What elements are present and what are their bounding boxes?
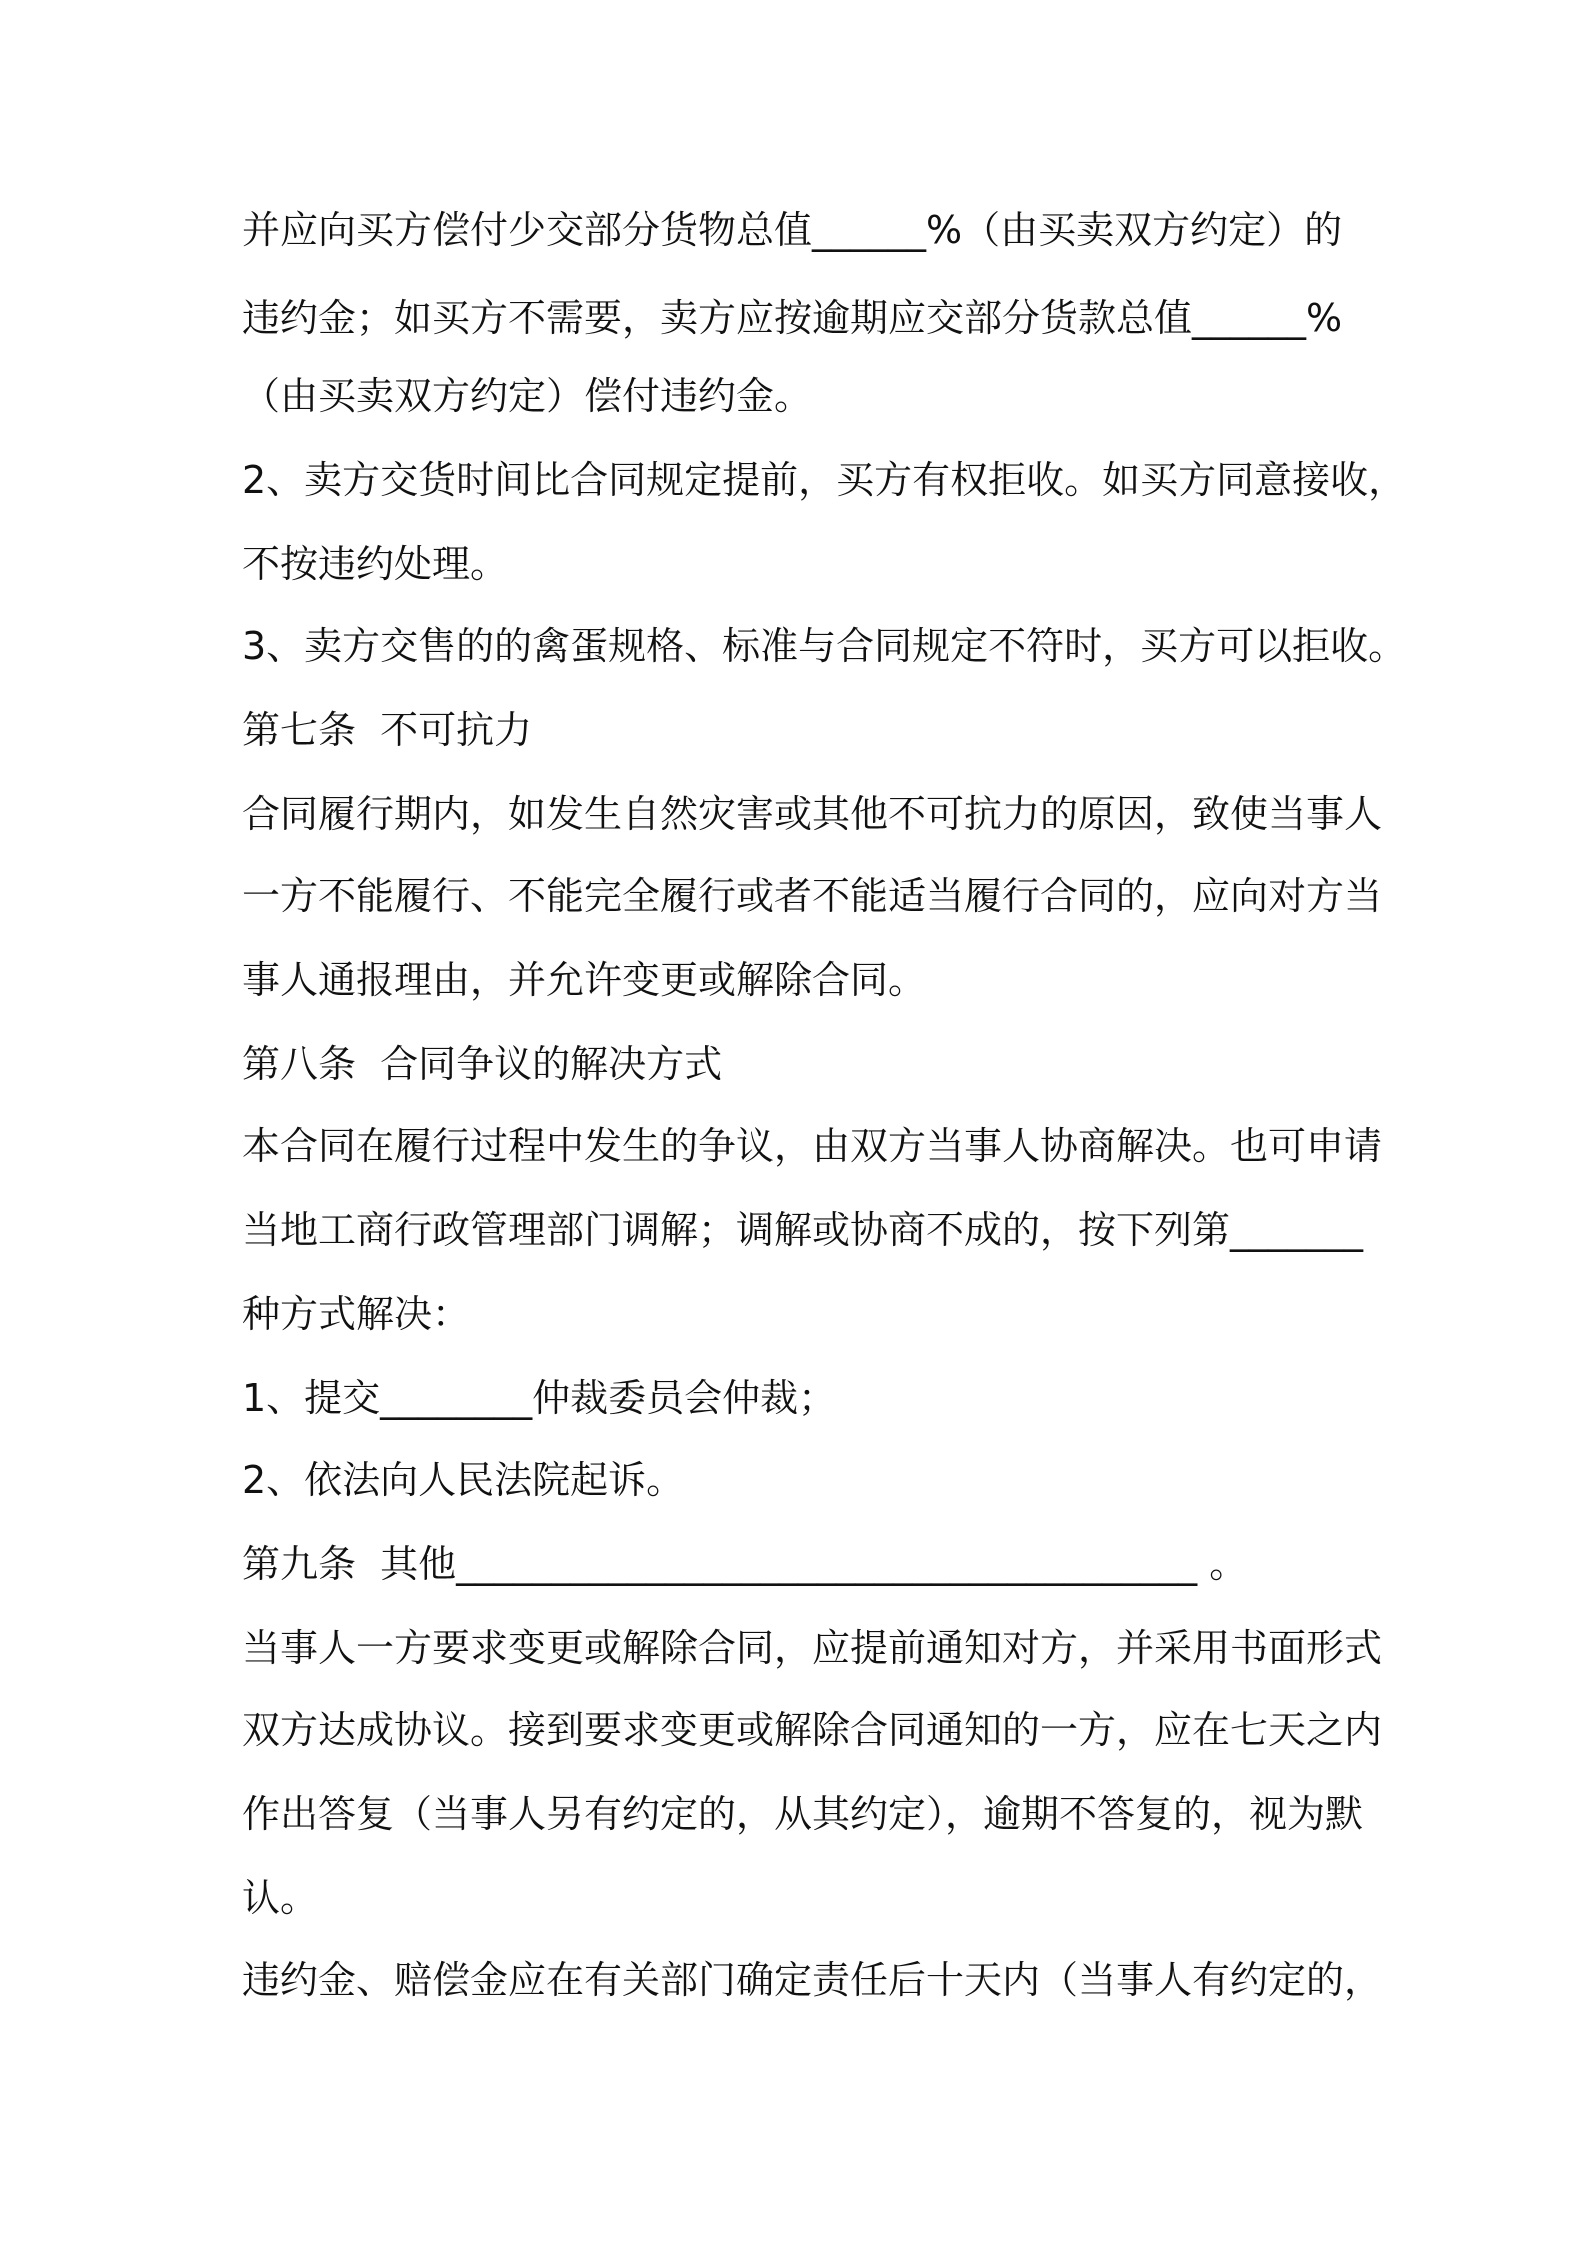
text-line: 一方不能履行、不能完全履行或者不能适当履行合同的，应向对方当 bbox=[242, 874, 1383, 918]
section-heading: 第七条 不可抗力 bbox=[242, 708, 533, 752]
text-line: 2、卖方交货时间比合同规定提前，买方有权拒收。如买方同意接收， bbox=[242, 458, 1407, 502]
text-line: 3、卖方交售的的禽蛋规格、标准与合同规定不符时，买方可以拒收。 bbox=[242, 624, 1407, 668]
text-line: 双方达成协议。接到要求变更或解除合同通知的一方，应在七天之内 bbox=[242, 1708, 1383, 1752]
section-heading: 第九条 其他_______________________________________ 。 bbox=[242, 1542, 1248, 1586]
text-line: 合同履行期内，如发生自然灾害或其他不可抗力的原因，致使当事人 bbox=[242, 792, 1383, 836]
text-line: 不按违约处理。 bbox=[242, 542, 509, 586]
text-line: 认。 bbox=[242, 1876, 319, 1920]
section-heading: 第八条 合同争议的解决方式 bbox=[242, 1042, 723, 1086]
text-line: 事人通报理由，并允许变更或解除合同。 bbox=[242, 958, 927, 1002]
text-line: 作出答复（当事人另有约定的，从其约定），逾期不答复的，视为默 bbox=[242, 1792, 1364, 1836]
text-line: 1、提交________仲裁委员会仲裁； bbox=[242, 1376, 837, 1420]
text-line: 2、依法向人民法院起诉。 bbox=[242, 1458, 685, 1502]
text-line: 本合同在履行过程中发生的争议，由双方当事人协商解决。也可申请 bbox=[242, 1124, 1383, 1168]
text-line: 种方式解决： bbox=[242, 1292, 471, 1336]
text-line: 当地工商行政管理部门调解；调解或协商不成的，按下列第_______ bbox=[242, 1208, 1364, 1252]
text-line: 违约金；如买方不需要，卖方应按逾期应交部分货款总值______% bbox=[242, 296, 1343, 340]
text-line: （由买卖双方约定）偿付违约金。 bbox=[242, 374, 813, 418]
text-line: 并应向买方偿付少交部分货物总值______%（由买卖双方约定）的 bbox=[242, 208, 1343, 252]
text-line: 当事人一方要求变更或解除合同，应提前通知对方，并采用书面形式 bbox=[242, 1626, 1383, 1670]
text-line: 违约金、赔偿金应在有关部门确定责任后十天内（当事人有约定的， bbox=[242, 1958, 1383, 2002]
